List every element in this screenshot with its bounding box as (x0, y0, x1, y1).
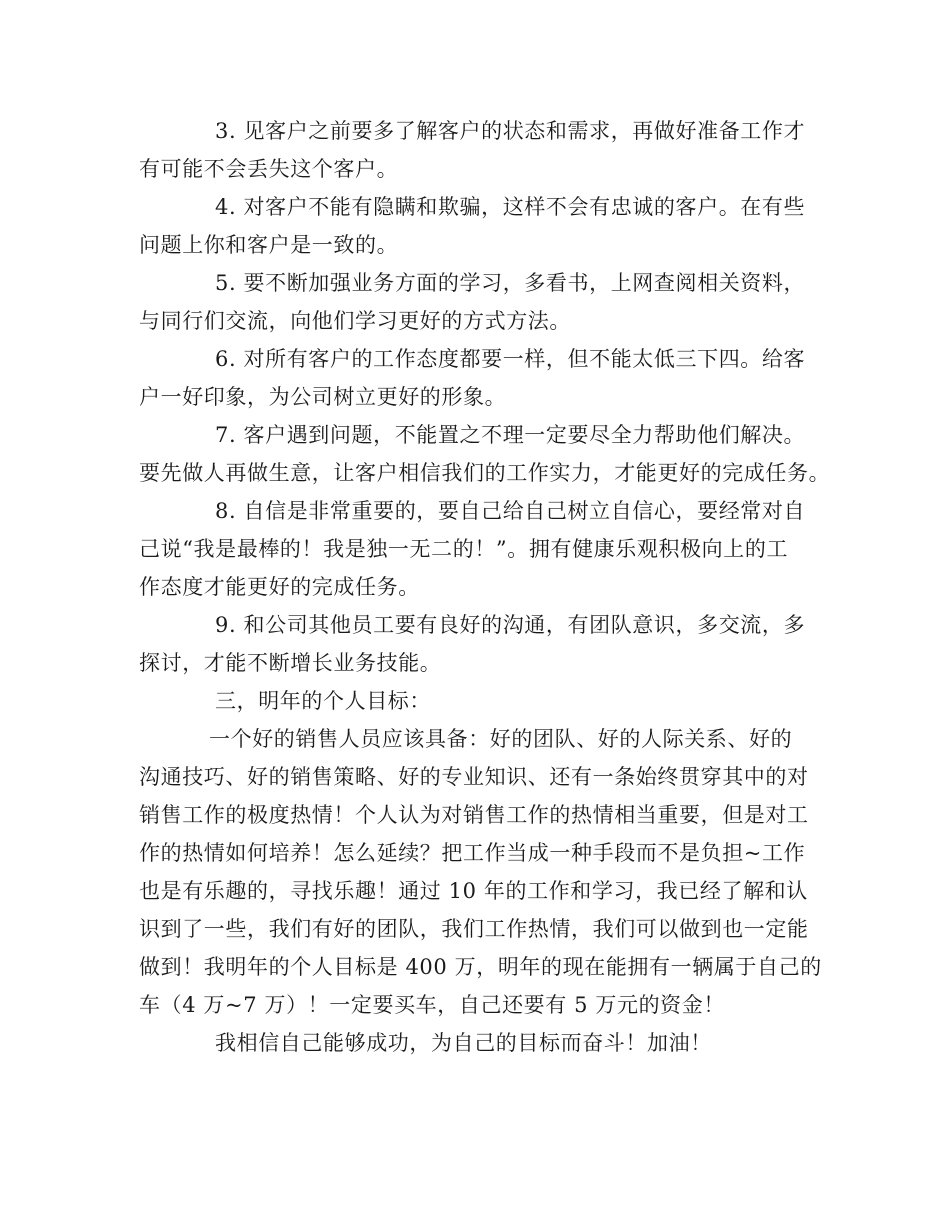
text-line-item-3: 3. 见客户之前要多了解客户的状态和需求，再做好准备工作才 (215, 119, 806, 143)
text-line-item-4: 4. 对客户不能有隐瞒和欺骗，这样不会有忠诚的客户。在有些 (215, 195, 806, 219)
text-line-item-8: 8. 自信是非常重要的，要自己给自己树立自信心，要经常对自 (215, 499, 806, 523)
text-line-item-6: 6. 对所有客户的工作态度都要一样，但不能太低三下四。给客 (215, 347, 806, 371)
text-line-item-5: 5. 要不断加强业务方面的学习，多看书，上网查阅相关资料， (215, 271, 806, 295)
text-line: 与同行们交流，向他们学习更好的方式方法。 (139, 309, 571, 333)
text-line: 销售工作的极度热情！个人认为对销售工作的热情相当重要，但是对工 (139, 803, 809, 827)
text-line: 要先做人再做生意，让客户相信我们的工作实力，才能更好的完成任务。 (139, 461, 831, 485)
text-line: 户一好印象，为公司树立更好的形象。 (139, 385, 507, 409)
text-line: 有可能不会丢失这个客户。 (139, 157, 399, 181)
text-line: 车（4 万~7 万）！一定要买车，自己还要有 5 万元的资金！ (139, 993, 725, 1017)
text-line-item-9: 9. 和公司其他员工要有良好的沟通，有团队意识，多交流，多 (215, 613, 806, 637)
text-line: 作的热情如何培养！怎么延续？把工作当成一种手段而不是负担~工作 (139, 841, 806, 865)
text-line: 探讨，才能不断增长业务技能。 (139, 651, 442, 675)
text-line-closing: 我相信自己能够成功，为自己的目标而奋斗！加油！ (215, 1031, 712, 1055)
text-line: 作态度才能更好的完成任务。 (139, 575, 420, 599)
document-body (139, 112, 831, 1062)
text-line: 识到了一些，我们有好的团队，我们工作热情，我们可以做到也一定能 (139, 917, 809, 941)
text-line: 问题上你和客户是一致的。 (139, 233, 399, 257)
text-line: 也是有乐趣的，寻找乐趣！通过 10 年的工作和学习，我已经了解和认 (139, 879, 808, 903)
text-line-item-7: 7. 客户遇到问题，不能置之不理一定要尽全力帮助他们解决。 (215, 423, 806, 447)
text-line-goal-paragraph: 一个好的销售人员应该具备：好的团队、好的人际关系、好的 (209, 727, 793, 751)
text-line: 己说“我是最棒的！我是独一无二的！”。拥有健康乐观积极向上的工 (139, 537, 789, 561)
text-line: 做到！我明年的个人目标是 400 万，明年的现在能拥有一辆属于自己的 (139, 955, 822, 979)
section-heading: 三，明年的个人目标： (215, 689, 431, 713)
text-line: 沟通技巧、好的销售策略、好的专业知识、还有一条始终贯穿其中的对 (139, 765, 809, 789)
